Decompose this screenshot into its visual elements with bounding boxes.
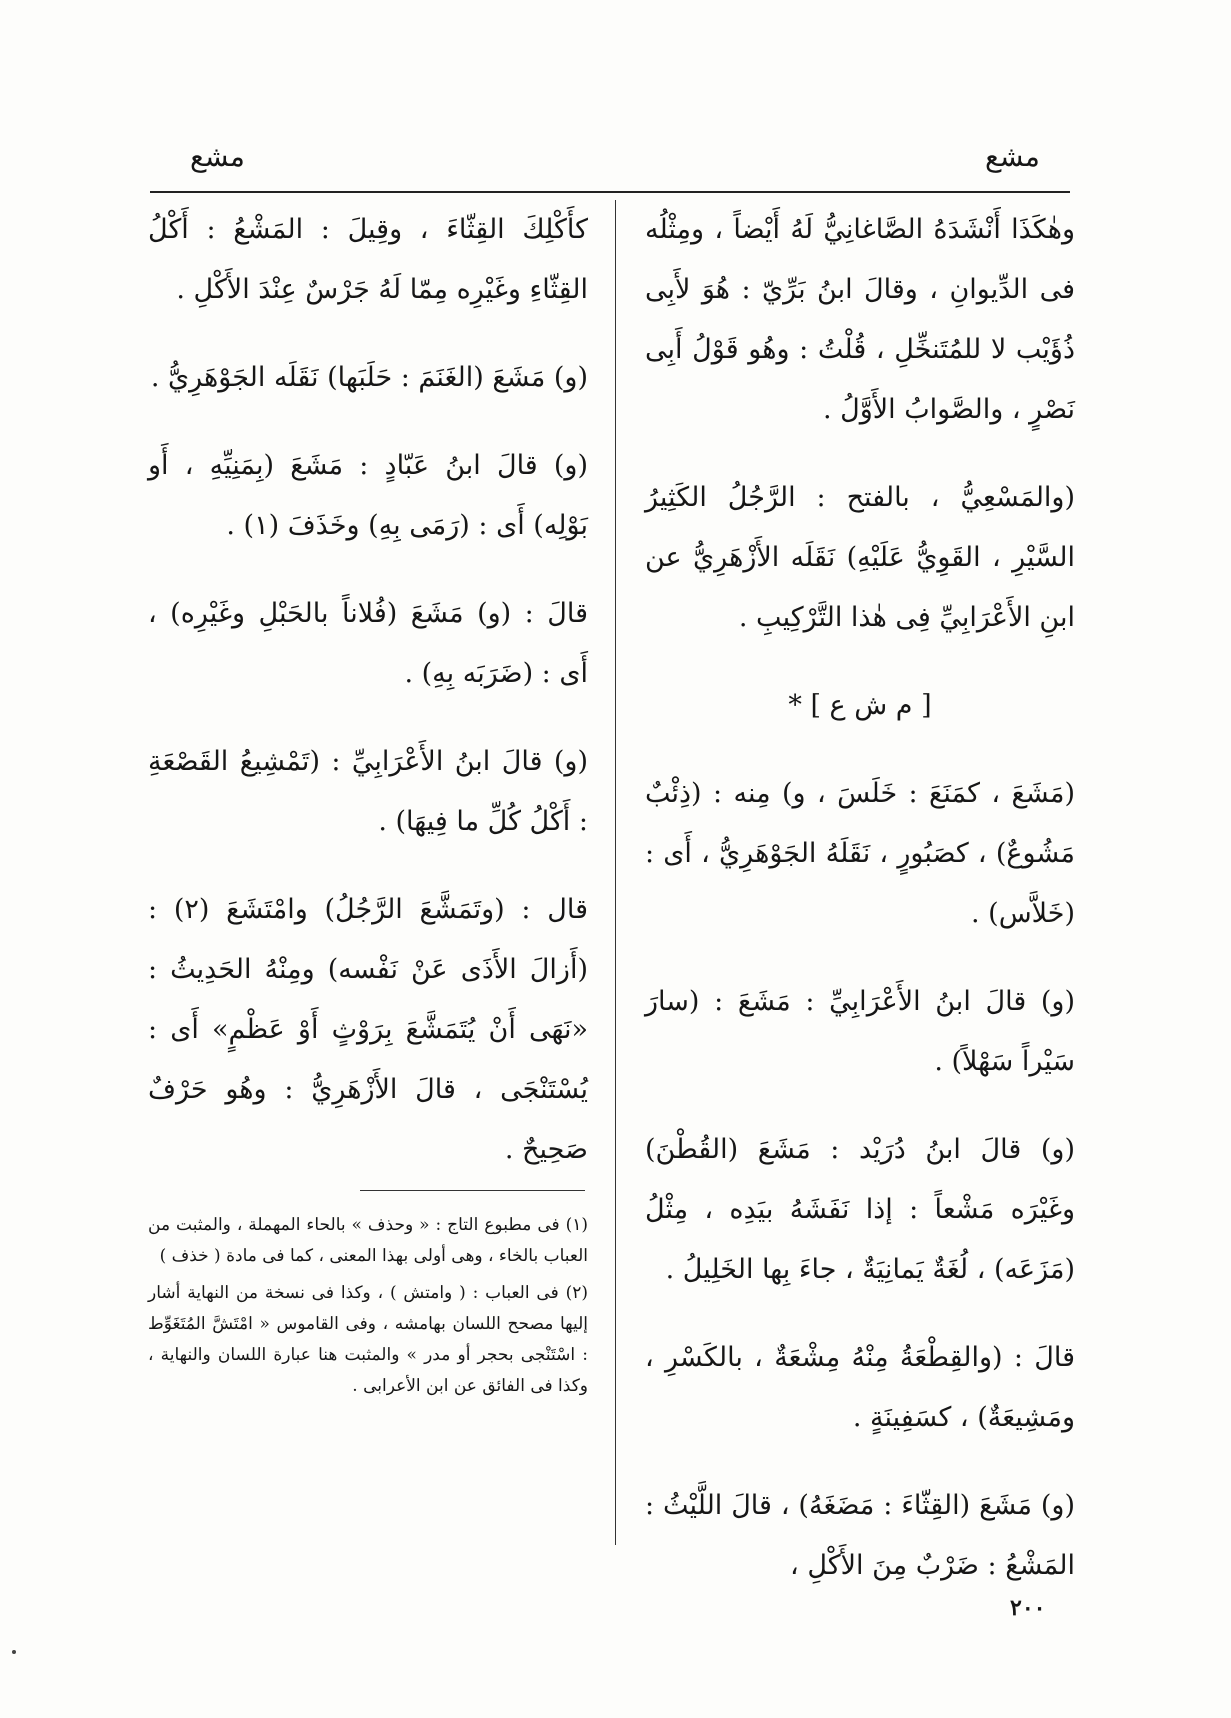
paragraph: وهٰكَذَا أَنْشَدَهُ الصَّاغانِيُّ لَهُ أَيْضاً ، ومِثْلُه فى الدِّيوانِ ، وقالَ ابنُ بَرِّيّ : هُوَ لأَبِى ذُؤَيْب لا للمُتَنخِّلِ ، قُلْتُ : وهُو قَوْلُ أَبِى نَصْرٍ ، والصَّوابُ الأَوَّلُ .: [645, 214, 1075, 425]
paragraph: قال : (وتَمَشَّعَ الرَّجُلُ) وامْتَشَعَ (٢) : (أَزالَ الأَذَى عَنْ نَفْسه) ومِنْهُ الحَدِيثُ : «نَهَى أَنْ يُتَمَشَّعَ بِرَوْثٍ أَوْ عَظْمٍ» أَى : يُسْتَنْجَى ، قالَ الأَزْهَرِيُّ : وهُو حَرْفٌ صَحِيحٌ .: [148, 894, 588, 1165]
left-column: [148, 200, 588, 1208]
right-column: [645, 200, 1075, 1624]
paragraph: (و) مَشَعَ (القِثّاءَ : مَضَغَهُ) ، قالَ اللَّيْثُ : المَشْعُ : ضَرْبٌ مِنَ الأَكْلِ ،: [645, 1490, 1075, 1581]
page-number: ٢٠٠: [1010, 1595, 1046, 1621]
footnotes: [148, 1210, 588, 1408]
paragraph: قالَ : (والقِطْعَةُ مِنْهُ مِشْعَةٌ ، بالكَسْرِ ، ومَشِيعَةٌ) ، كسَفِينَةٍ .: [645, 1342, 1075, 1433]
paragraph: (والمَسْعِيُّ ، بالفتح : الرَّجُلُ الكَثِيرُ السَّيْرِ ، القَوِيُّ عَلَيْهِ) نَقَلَه الأَزْهَرِيُّ عن ابنِ الأَعْرَابِيِّ فِى هٰذا التَّرْكِيبِ .: [645, 482, 1075, 633]
paragraph: (و) قالَ ابنُ دُرَيْد : مَشَعَ (القُطْنَ) وغَيْرَه مَشْعاً : إذا نَفَشَهُ بيَدِه ، مِثْلُ (مَزَعَه) ، لُغَةٌ يَمانِيَةٌ ، جاءَ بِها الخَلِيلُ .: [645, 1134, 1075, 1285]
paragraph: كأَكْلِكَ القِثّاءَ ، وقِيلَ : المَشْعُ : أَكْلُ القِثّاءِ وغَيْرِه مِمّا لَهُ جَرْسٌ عِنْدَ الأَكْلِ .: [148, 214, 588, 305]
header-root-word-left: مشع: [190, 140, 245, 173]
footnote-rule: [360, 1190, 585, 1191]
paragraph: قالَ : (و) مَشَعَ (فُلاناً بالحَبْلِ وغَيْرِه) ، أَى : (ضَرَبَه بِهِ) .: [148, 598, 588, 689]
paragraph: (و) مَشَعَ (الغَنَمَ : حَلَبَها) نَقَلَه الجَوْهَرِيُّ .: [150, 362, 588, 393]
footnote: (٢) فى العباب : ( وامتش ) ، وكذا فى نسخة من النهاية أشار إليها مصحح اللسان بهامشه ، وفى القاموس « امْتَشَّ المُتَغَوِّط : اسْتَنْجى بحجر أو مدر » والمثبت هنا عبارة اللسان والنهاية ، وكذا فى الفائق عن ابن الأعرابى .: [148, 1283, 588, 1396]
paragraph: (و) قالَ ابنُ عَبّادٍ : مَشَعَ (بِمَنِيِّهِ ، أَو بَوْلِه) أَى : (رَمَى بِهِ) وخَذَفَ (١) .: [148, 450, 588, 541]
paragraph: (و) قالَ ابنُ الأَعْرَابِيِّ : (تَمْشِيعُ القَصْعَةِ : أَكْلُ كُلِّ ما فِيهَا) .: [148, 746, 588, 837]
header-root-word-right: مشع: [985, 140, 1040, 173]
column-divider: [615, 200, 616, 1545]
header-rule: [150, 191, 1070, 193]
scan-speck: [12, 1650, 16, 1654]
footnote: (١) فى مطبوع التاج : « وحذف » بالحاء المهملة ، والمثبت من العباب بالخاء ، وهى أولى بهذا المعنى ، كما فى مادة ( خذف ): [148, 1215, 588, 1266]
paragraph: (مَشَعَ ، كمَنَعَ : خَلَسَ ، و) مِنه : (ذِئْبٌ مَشُوعٌ) ، كصَبُورٍ ، نَقَلَهُ الجَوْهَرِيُّ ، أَى : (خَلاَّس) .: [645, 778, 1075, 929]
paragraph: (و) قالَ ابنُ الأَعْرَابِيِّ : مَشَعَ : (سارَ سَيْراً سَهْلاً) .: [645, 986, 1075, 1077]
root-heading: [ م ش ع ] *: [788, 690, 932, 721]
